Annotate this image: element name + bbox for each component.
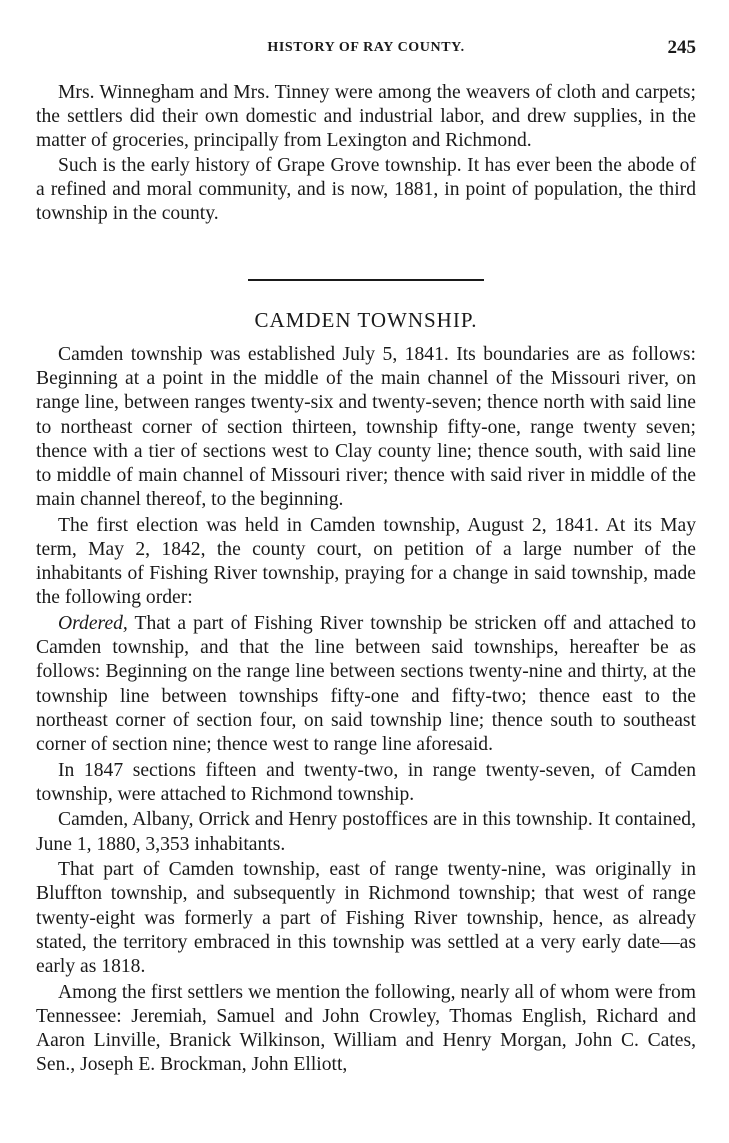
order-paragraph [36,612,696,757]
running-header [36,37,696,59]
section-heading: CAMDEN TOWNSHIP. [254,308,478,332]
paragraph: In 1847 sections fifteen and twenty-two, in range twenty-seven, of Camden township, were attached to Richmond township. [36,759,696,805]
paragraph: Such is the early history of Grape Grove township. It has ever been the abode of a refined and moral community, and is now, 1881, in point of population, the third township in the county. [36,154,696,225]
section-text [36,343,696,1079]
order-lead: Ordered, [58,613,128,635]
intro-text [36,81,696,226]
order-text: That a part of Fishing River township be stricken off and attached to Camden township, and that the line between said townships, hereafter be as follows: Beginning on the range line between sections twenty-nine and thirty, at the township line between townships fifty-one and fifty-two; thence east to the northeast corner of section four, on said township line; thence south to southeast corner of section nine; thence west to range line aforesaid. [36,613,696,756]
paragraph: The first election was held in Camden township, August 2, 1841. At its May term, May 2, 1842, the county court, on petition of a large number of the inhabitants of Fishing River township, praying for a change in said township, made the following order: [36,514,696,609]
paragraph: Among the first settlers we mention the following, nearly all of whom were from Tennessee: Jeremiah, Samuel and John Crowley, Thomas English, Richard and Aaron Linville, Branick Wilkinson, William and Henry Morgan, John C. Cates, Sen., Joseph E. Brockman, John Elliott, [36,981,696,1076]
page-number: 245 [667,37,696,58]
paragraph: That part of Camden township, east of range twenty-nine, was originally in Bluffton township, and subsequently in Richmond township; that west of range twenty-eight was formerly a part of Fishing River township, hence, as already stated, the territory embraced in this township was settled at a very early date—as early as 1818. [36,859,696,978]
running-title: HISTORY OF RAY COUNTY. [267,40,465,55]
paragraph: Mrs. Winnegham and Mrs. Tinney were among the weavers of cloth and carpets; the settlers did their own domestic and industrial labor, and drew supplies, in the matter of groceries, principally from Lexington and Richmond. [36,82,696,152]
paragraph: Camden, Albany, Orrick and Henry postoffices are in this township. It contained, June 1, 1880, 3,353 inhabitants. [36,809,696,855]
section-divider [248,279,484,281]
paragraph: Camden township was established July 5, 1841. Its boundaries are as follows: Beginning at a point in the middle of the main channel of the Missouri river, on range line, between ranges twenty-six and twenty-seven; thence north with said line to northeast corner of section thirteen, township fifty-one, range twenty seven; thence with a tier of sections west to Clay county line; thence south, with said line to middle of main channel of Missouri river; thence with said river in middle of the main channel thereof, to the beginning. [36,344,696,511]
